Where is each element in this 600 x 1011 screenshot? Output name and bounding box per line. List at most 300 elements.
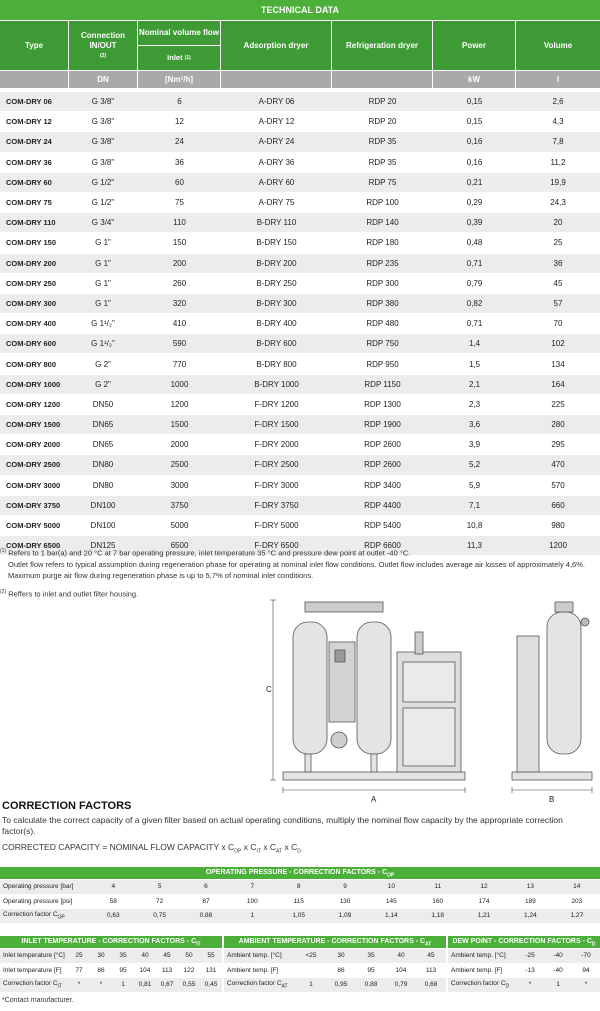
cell-volume: 25 (516, 233, 600, 253)
cell-volume: 57 (516, 293, 600, 313)
unit-connection: DN (69, 71, 137, 88)
cell-volume: 7,8 (516, 132, 600, 152)
cell-connection: DN100 (68, 495, 138, 515)
op-bar-cell: 9 (322, 880, 368, 894)
op-bar-cell: 11 (415, 880, 461, 894)
cell-refrigeration-dryer: RDP 950 (332, 354, 433, 374)
cell-adsorption-dryer: B-DRY 800 (221, 354, 332, 374)
cell-connection: DN100 (68, 515, 138, 535)
technical-data-header (0, 0, 600, 88)
cell-connection: G 1/2" (68, 192, 138, 212)
op-psi-cell: 174 (461, 894, 507, 909)
cell-type: COM-DRY 400 (0, 314, 68, 334)
op-psi-cell: 100 (229, 894, 275, 909)
cell-flow: 75 (138, 192, 221, 212)
table-row (0, 455, 600, 475)
cell-power: 3,9 (433, 435, 516, 455)
cell-adsorption-dryer: F-DRY 3000 (221, 475, 332, 495)
cell-refrigeration-dryer: RDP 1300 (332, 394, 433, 414)
op-psi-cell: 130 (322, 894, 368, 909)
cell-adsorption-dryer: A-DRY 24 (221, 132, 332, 152)
op-factor-cell: 1,18 (415, 909, 461, 924)
dp-c-cell: -70 (572, 949, 600, 963)
cell-flow: 6500 (138, 536, 221, 556)
cell-refrigeration-dryer: RDP 4400 (332, 495, 433, 515)
cell-adsorption-dryer: F-DRY 3750 (221, 495, 332, 515)
cell-refrigeration-dryer: RDP 2600 (332, 435, 433, 455)
cell-connection: DN125 (68, 536, 138, 556)
cell-connection: G 1¹/₂" (68, 314, 138, 334)
footnote-1: $^{(1)}$ Refers to 1 bar(a) and 20 °C at 7 bar operating pressure, inlet temperature 35 °C and pressure dew point at outlet -40 °C. (0, 548, 411, 558)
cell-adsorption-dryer: B-DRY 150 (221, 233, 332, 253)
col-connection-header: Connection IN/OUT (2) (69, 21, 137, 70)
dp-f-label: Ambient temp. [F] (448, 963, 516, 978)
cell-connection: G 3/8" (68, 152, 138, 172)
cell-refrigeration-dryer: RDP 20 (332, 112, 433, 132)
side-base-frame (512, 772, 592, 780)
it-c-cell: 55 (200, 949, 222, 963)
cell-power: 0,15 (433, 112, 516, 132)
it-c-cell: 25 (68, 949, 90, 963)
cell-power: 5,2 (433, 455, 516, 475)
cell-adsorption-dryer: F-DRY 6500 (221, 536, 332, 556)
cell-power: 0,16 (433, 152, 516, 172)
op-psi-cell: 87 (183, 894, 229, 909)
cell-connection: G 2" (68, 374, 138, 394)
cell-refrigeration-dryer: RDP 5400 (332, 515, 433, 535)
op-factor-cell: 1,14 (368, 909, 414, 924)
cell-adsorption-dryer: F-DRY 1500 (221, 415, 332, 435)
cell-adsorption-dryer: F-DRY 5000 (221, 515, 332, 535)
operating-pressure-title: OPERATING PRESSURE - CORRECTION FACTORS - $C_{OP}$ (0, 867, 600, 879)
cell-adsorption-dryer: A-DRY 75 (221, 192, 332, 212)
op-psi-cell: 145 (368, 894, 414, 909)
col-refrigeration-header: Refrigeration dryer (332, 21, 432, 70)
op-factor-cell: 1,09 (322, 909, 368, 924)
cell-volume: 20 (516, 213, 600, 233)
cell-power: 11,3 (433, 536, 516, 556)
dp-f-cell: -40 (544, 963, 572, 978)
table-row (0, 515, 600, 535)
table-row (0, 394, 600, 414)
cell-power: 0,48 (433, 233, 516, 253)
it-factor-cell: 0,67 (156, 978, 178, 993)
cell-connection: G 1" (68, 233, 138, 253)
cell-flow: 24 (138, 132, 221, 152)
it-f-cell: 113 (156, 963, 178, 978)
op-bar-cell: 8 (275, 880, 321, 894)
table-row (0, 293, 600, 313)
col-volume-header: Volume (516, 21, 600, 70)
cell-type: COM-DRY 800 (0, 354, 68, 374)
op-factor-cell: 1,21 (461, 909, 507, 924)
cell-power: 0,29 (433, 192, 516, 212)
dp-c-cell: -40 (544, 949, 572, 963)
op-psi-cell: 115 (275, 894, 321, 909)
col-type-header: Type (0, 21, 68, 70)
cell-adsorption-dryer: B-DRY 300 (221, 293, 332, 313)
cell-connection: G 3/8" (68, 132, 138, 152)
cell-volume: 164 (516, 374, 600, 394)
at-c-cell: 35 (356, 949, 386, 963)
op-factor-cell: 0,63 (90, 909, 136, 924)
it-factor-cell: 0,81 (134, 978, 156, 993)
dp-c-cell: -25 (516, 949, 544, 963)
dimension-c-label: C (266, 685, 272, 694)
it-f-label: Inlet temperature [F] (0, 963, 68, 978)
at-factor-cell: 0,88 (356, 978, 386, 993)
cell-volume: 470 (516, 455, 600, 475)
cell-power: 1,5 (433, 354, 516, 374)
operating-pressure-table (0, 880, 600, 924)
at-f-cell: 113 (416, 963, 446, 978)
cell-refrigeration-dryer: RDP 380 (332, 293, 433, 313)
at-factor-cell: 0,95 (326, 978, 356, 993)
cell-type: COM-DRY 1500 (0, 415, 68, 435)
op-psi-cell: 203 (554, 894, 600, 909)
cell-refrigeration-dryer: RDP 35 (332, 152, 433, 172)
cell-power: 0,79 (433, 273, 516, 293)
op-psi-cell: 72 (136, 894, 182, 909)
corrected-capacity-formula: CORRECTED CAPACITY = NOMINAL FLOW CAPACITY x $C_{OP}$ x $C_{IT}$ x $C_{AT}$ x $C_D$ (2, 842, 301, 855)
cell-volume: 1200 (516, 536, 600, 556)
technical-data-table (0, 92, 600, 556)
it-factor-cell: * (68, 978, 90, 993)
cell-connection: G 1" (68, 253, 138, 273)
cell-type: COM-DRY 2500 (0, 455, 68, 475)
it-factor-cell: * (90, 978, 112, 993)
at-factor-cell: 0,68 (416, 978, 446, 993)
dp-f-cell: -13 (516, 963, 544, 978)
op-psi-cell: 189 (507, 894, 553, 909)
op-bar-cell: 12 (461, 880, 507, 894)
unit-adsorption (221, 71, 331, 88)
it-f-cell: 104 (134, 963, 156, 978)
cell-refrigeration-dryer: RDP 1900 (332, 415, 433, 435)
side-cabinet (517, 636, 539, 772)
cell-refrigeration-dryer: RDP 480 (332, 314, 433, 334)
cell-type: COM-DRY 60 (0, 172, 68, 192)
ambient-temperature-title: AMBIENT TEMPERATURE - CORRECTION FACTORS - $C_{AT}$ (224, 936, 446, 948)
cell-adsorption-dryer: A-DRY 60 (221, 172, 332, 192)
col-inlet-header: Inlet (1) (138, 46, 220, 70)
op-factor-label: Correction factor $C_{OP}$ (0, 909, 90, 924)
cell-flow: 200 (138, 253, 221, 273)
cell-adsorption-dryer: B-DRY 250 (221, 273, 332, 293)
cell-flow: 2500 (138, 455, 221, 475)
footnote-1-line-3: Maximum purge air flow during regeneration phase is up to 5,7% of nominal inlet conditions. (8, 570, 314, 580)
cell-adsorption-dryer: B-DRY 600 (221, 334, 332, 354)
cell-connection: G 1/2" (68, 172, 138, 192)
cell-volume: 980 (516, 515, 600, 535)
cell-type: COM-DRY 150 (0, 233, 68, 253)
unit-type (0, 71, 68, 88)
cell-flow: 6 (138, 92, 221, 112)
cell-volume: 11,2 (516, 152, 600, 172)
at-factor-cell: 0,79 (386, 978, 416, 993)
it-factor-label: Correction factor $C_{IT}$ (0, 978, 68, 993)
cell-type: COM-DRY 600 (0, 334, 68, 354)
cell-power: 0,16 (433, 132, 516, 152)
cell-adsorption-dryer: B-DRY 400 (221, 314, 332, 334)
col-adsorption-header: Adsorption dryer (221, 21, 331, 70)
table-row (0, 192, 600, 212)
cell-refrigeration-dryer: RDP 300 (332, 273, 433, 293)
it-f-cell: 77 (68, 963, 90, 978)
unit-power: kW (433, 71, 515, 88)
it-f-cell: 86 (90, 963, 112, 978)
it-c-cell: 45 (156, 949, 178, 963)
cell-refrigeration-dryer: RDP 35 (332, 132, 433, 152)
op-factor-cell: 1 (229, 909, 275, 924)
it-c-cell: 35 (112, 949, 134, 963)
at-f-cell: 86 (326, 963, 356, 978)
table-row (0, 495, 600, 515)
op-bar-cell: 4 (90, 880, 136, 894)
cell-connection: G 1¹/₂" (68, 334, 138, 354)
unit-flow: [Nm³/h] (138, 71, 220, 88)
op-bar-cell: 10 (368, 880, 414, 894)
cell-power: 3,6 (433, 415, 516, 435)
cell-adsorption-dryer: B-DRY 110 (221, 213, 332, 233)
cell-adsorption-dryer: F-DRY 1200 (221, 394, 332, 414)
cell-type: COM-DRY 5000 (0, 515, 68, 535)
cell-flow: 60 (138, 172, 221, 192)
it-c-cell: 50 (178, 949, 200, 963)
cell-flow: 110 (138, 213, 221, 233)
cell-adsorption-dryer: B-DRY 200 (221, 253, 332, 273)
cell-refrigeration-dryer: RDP 180 (332, 233, 433, 253)
cell-flow: 320 (138, 293, 221, 313)
table-row (0, 475, 600, 495)
cell-adsorption-dryer: F-DRY 2000 (221, 435, 332, 455)
cell-flow: 590 (138, 334, 221, 354)
table-row (0, 334, 600, 354)
op-bar-cell: 5 (136, 880, 182, 894)
cell-flow: 5000 (138, 515, 221, 535)
it-c-label: Inlet temperature [°C] (0, 949, 68, 963)
op-factor-cell: 1,05 (275, 909, 321, 924)
op-factor-cell: 1,27 (554, 909, 600, 924)
cell-flow: 260 (138, 273, 221, 293)
cell-type: COM-DRY 2000 (0, 435, 68, 455)
op-psi-cell: 58 (90, 894, 136, 909)
cell-flow: 3000 (138, 475, 221, 495)
cell-type: COM-DRY 75 (0, 192, 68, 212)
cell-volume: 45 (516, 273, 600, 293)
cell-flow: 150 (138, 233, 221, 253)
cell-power: 1,4 (433, 334, 516, 354)
cell-adsorption-dryer: F-DRY 2500 (221, 455, 332, 475)
cell-connection: G 3/4" (68, 213, 138, 233)
op-bar-label: Operating pressure [bar] (0, 880, 90, 894)
cell-flow: 36 (138, 152, 221, 172)
cell-type: COM-DRY 110 (0, 213, 68, 233)
dp-factor-label: Correction factor $C_D$ (448, 978, 516, 993)
cell-refrigeration-dryer: RDP 2600 (332, 455, 433, 475)
cell-volume: 4,3 (516, 112, 600, 132)
op-bar-cell: 7 (229, 880, 275, 894)
dimension-a-label: A (371, 795, 377, 804)
table-row (0, 253, 600, 273)
cell-adsorption-dryer: A-DRY 06 (221, 92, 332, 112)
it-c-cell: 40 (134, 949, 156, 963)
front-base-frame (283, 772, 465, 780)
table-row (0, 213, 600, 233)
table-row (0, 314, 600, 334)
cell-refrigeration-dryer: RDP 6600 (332, 536, 433, 556)
cell-volume: 24,3 (516, 192, 600, 212)
cell-volume: 660 (516, 495, 600, 515)
table-row (0, 435, 600, 455)
cell-power: 10,8 (433, 515, 516, 535)
cell-volume: 102 (516, 334, 600, 354)
cell-power: 0,71 (433, 314, 516, 334)
footnote-2: $^{(2)}$ Reffers to inlet and outlet filter housing. (0, 588, 139, 598)
cell-connection: DN65 (68, 435, 138, 455)
cell-type: COM-DRY 3750 (0, 495, 68, 515)
it-f-cell: 95 (112, 963, 134, 978)
dp-f-cell: 94 (572, 963, 600, 978)
cell-type: COM-DRY 250 (0, 273, 68, 293)
dp-factor-cell: * (572, 978, 600, 993)
cell-type: COM-DRY 1000 (0, 374, 68, 394)
table-row (0, 415, 600, 435)
cell-refrigeration-dryer: RDP 100 (332, 192, 433, 212)
it-f-cell: 122 (178, 963, 200, 978)
op-psi-cell: 160 (415, 894, 461, 909)
footnote-1-line-2: Outlet flow refers to typical assumption during regeneration phase for operating at nominal inlet flow conditions. Outlet flow includes average air losses of approximately 4,6%. (8, 559, 585, 569)
cell-power: 0,82 (433, 293, 516, 313)
cell-power: 2,1 (433, 374, 516, 394)
cell-connection: DN50 (68, 394, 138, 414)
inlet-temperature-title: INLET TEMPERATURE - CORRECTION FACTORS - $C_{IT}$ (0, 936, 222, 948)
dp-c-label: Ambient temp. [°C] (448, 949, 516, 963)
col-nominal-flow-header: Nominal volume flow (138, 21, 220, 45)
at-factor-label: Correction factor $C_{AT}$ (224, 978, 296, 993)
col-power-header: Power (433, 21, 515, 70)
at-f-cell: 95 (356, 963, 386, 978)
front-tank-right (357, 622, 391, 754)
cell-adsorption-dryer: A-DRY 36 (221, 152, 332, 172)
cell-flow: 770 (138, 354, 221, 374)
unit-volume: l (516, 71, 600, 88)
at-c-cell: 45 (416, 949, 446, 963)
inlet-temperature-table (0, 949, 222, 993)
cell-refrigeration-dryer: RDP 20 (332, 92, 433, 112)
cell-flow: 1200 (138, 394, 221, 414)
op-factor-cell: 0,88 (183, 909, 229, 924)
dp-factor-cell: * (516, 978, 544, 993)
cell-adsorption-dryer: B-DRY 1000 (221, 374, 332, 394)
dryer-technical-drawing (265, 592, 600, 810)
correction-factors-text: To calculate the correct capacity of a given filter based on actual operating conditions, multiply the nominal flow capacity by the appropriate correction factor(s). (2, 815, 563, 836)
cell-refrigeration-dryer: RDP 235 (332, 253, 433, 273)
cell-connection: DN65 (68, 415, 138, 435)
cell-volume: 134 (516, 354, 600, 374)
cell-refrigeration-dryer: RDP 1150 (332, 374, 433, 394)
cell-flow: 2000 (138, 435, 221, 455)
cell-flow: 12 (138, 112, 221, 132)
op-bar-cell: 6 (183, 880, 229, 894)
at-f-cell (296, 963, 326, 978)
cell-power: 0,39 (433, 213, 516, 233)
op-factor-cell: 0,75 (136, 909, 182, 924)
cell-volume: 19,9 (516, 172, 600, 192)
cell-volume: 225 (516, 394, 600, 414)
front-tank-left (293, 622, 327, 754)
cell-flow: 1500 (138, 415, 221, 435)
cell-volume: 2,6 (516, 92, 600, 112)
cell-volume: 36 (516, 253, 600, 273)
cell-refrigeration-dryer: RDP 750 (332, 334, 433, 354)
cell-power: 0,15 (433, 92, 516, 112)
cell-flow: 3750 (138, 495, 221, 515)
cell-power: 2,3 (433, 394, 516, 414)
cell-connection: DN80 (68, 475, 138, 495)
it-factor-cell: 1 (112, 978, 134, 993)
cell-type: COM-DRY 36 (0, 152, 68, 172)
cell-type: COM-DRY 06 (0, 92, 68, 112)
op-bar-cell: 13 (507, 880, 553, 894)
op-psi-label: Operating pressure [psi] (0, 894, 90, 909)
cell-type: COM-DRY 3000 (0, 475, 68, 495)
at-c-cell: <25 (296, 949, 326, 963)
at-factor-cell: 1 (296, 978, 326, 993)
op-bar-cell: 14 (554, 880, 600, 894)
at-c-cell: 30 (326, 949, 356, 963)
cell-flow: 410 (138, 314, 221, 334)
table-row (0, 172, 600, 192)
table-row (0, 112, 600, 132)
cell-type: COM-DRY 200 (0, 253, 68, 273)
at-c-label: Ambient temp. [°C] (224, 949, 296, 963)
correction-factors-title: CORRECTION FACTORS (2, 800, 132, 812)
it-c-cell: 30 (90, 949, 112, 963)
cell-power: 0,21 (433, 172, 516, 192)
unit-refrigeration (332, 71, 432, 88)
cell-flow: 1000 (138, 374, 221, 394)
cell-volume: 280 (516, 415, 600, 435)
cell-connection: G 1" (68, 273, 138, 293)
table-row (0, 233, 600, 253)
contact-manufacturer-note: *Contact manufacturer. (2, 997, 74, 1004)
cell-refrigeration-dryer: RDP 3400 (332, 475, 433, 495)
table-row (0, 152, 600, 172)
table-row (0, 92, 600, 112)
cell-connection: G 3/8" (68, 92, 138, 112)
at-f-cell: 104 (386, 963, 416, 978)
table-row (0, 354, 600, 374)
cell-power: 7,1 (433, 495, 516, 515)
cell-power: 0,71 (433, 253, 516, 273)
cell-refrigeration-dryer: RDP 75 (332, 172, 433, 192)
cell-type: COM-DRY 1200 (0, 394, 68, 414)
at-c-cell: 40 (386, 949, 416, 963)
cell-type: COM-DRY 6500 (0, 536, 68, 556)
cell-refrigeration-dryer: RDP 140 (332, 213, 433, 233)
at-f-label: Ambient temp. [F] (224, 963, 296, 978)
op-factor-cell: 1,24 (507, 909, 553, 924)
technical-data-title: TECHNICAL DATA (0, 0, 600, 20)
cell-volume: 295 (516, 435, 600, 455)
cell-type: COM-DRY 300 (0, 293, 68, 313)
dew-point-title: DEW POINT - CORRECTION FACTORS - $C_D$ (448, 936, 600, 948)
cell-connection: G 3/8" (68, 112, 138, 132)
it-factor-cell: 0,55 (178, 978, 200, 993)
side-tank (547, 612, 581, 754)
cell-connection: DN80 (68, 455, 138, 475)
